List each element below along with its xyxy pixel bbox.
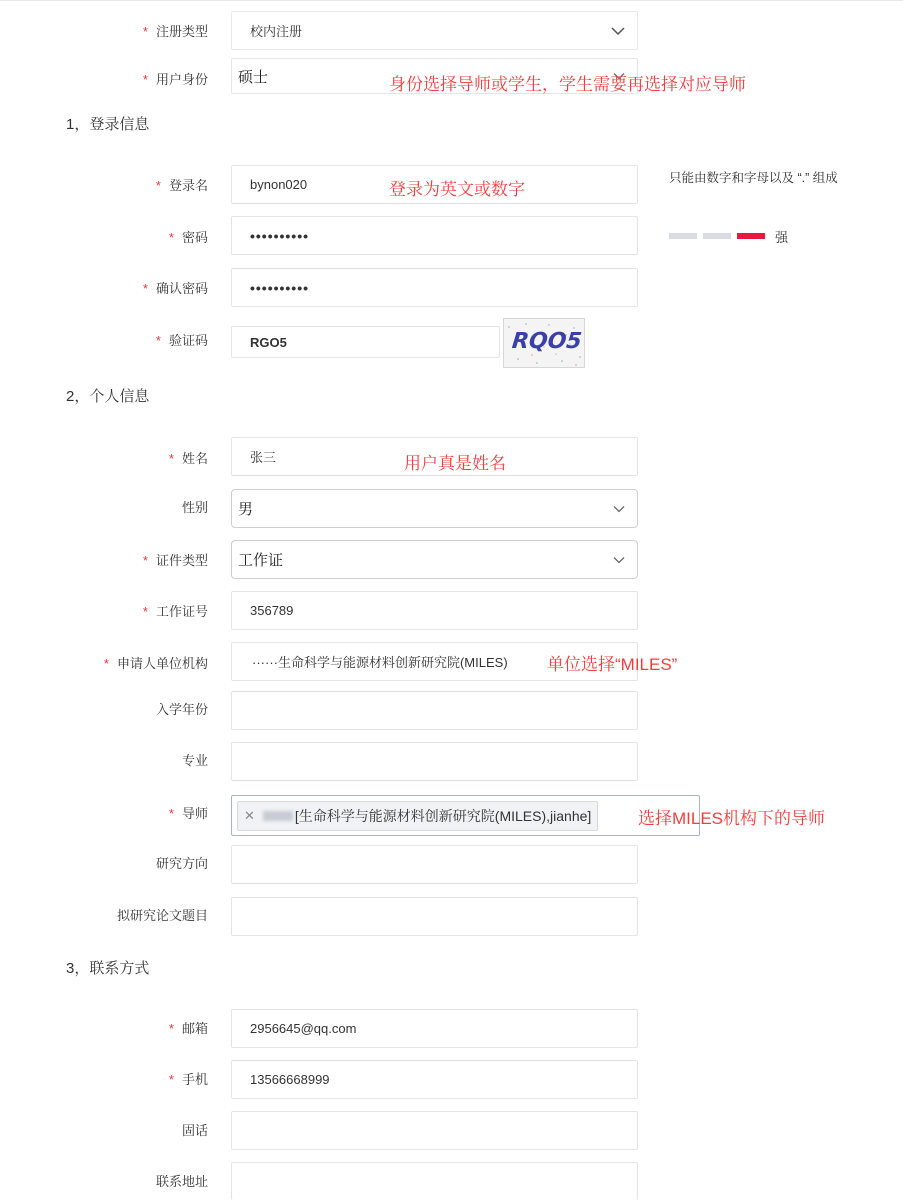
- password-strength-label: 强: [775, 229, 789, 245]
- required-mark: *: [142, 72, 148, 87]
- annotation-institution: 单位选择“MILES”: [547, 655, 678, 674]
- required-mark: *: [142, 604, 148, 619]
- enroll-year-label: 入学年份: [155, 702, 208, 717]
- captcha-input[interactable]: [231, 326, 500, 358]
- name-label: * 姓名: [168, 451, 208, 466]
- research-direction-label: 研究方向: [155, 856, 208, 871]
- section-personal-info: 2，个人信息: [66, 388, 150, 405]
- id-number-value: 356789: [250, 603, 294, 618]
- thesis-title-label: 拟研究论文题目: [116, 908, 208, 923]
- password-strength-meter: [669, 228, 788, 244]
- required-mark: *: [168, 806, 174, 821]
- top-border: [0, 0, 903, 1]
- advisor-input[interactable]: [231, 795, 700, 836]
- confirm-password-label: * 确认密码: [142, 281, 208, 296]
- id-type-label: * 证件类型: [142, 553, 208, 568]
- institution-label: * 申请人单位机构: [103, 656, 208, 671]
- redacted-name: [263, 811, 293, 821]
- mobile-label: * 手机: [168, 1072, 208, 1087]
- login-name-value: bynon020: [250, 177, 308, 192]
- user-identity-label: * 用户身份: [142, 72, 208, 87]
- required-mark: *: [168, 230, 174, 245]
- advisor-tag-text: [生命科学与能源材料创新研究院(MILES),jianhe]: [294, 808, 592, 824]
- gender-select[interactable]: [231, 489, 638, 528]
- strength-segment-3: [737, 233, 765, 239]
- advisor-tag: [237, 801, 598, 831]
- captcha-value: RGO5: [250, 334, 287, 350]
- required-mark: *: [142, 281, 148, 296]
- password-label: * 密码: [168, 230, 208, 245]
- advisor-label: * 导师: [168, 806, 208, 821]
- major-label: 专业: [181, 753, 208, 768]
- gender-label: 性别: [181, 500, 208, 515]
- id-number-input[interactable]: [231, 591, 638, 630]
- captcha-label: * 验证码: [155, 333, 208, 348]
- captcha-image-text: RQO5: [510, 329, 583, 354]
- institution-value: ······生命科学与能源材料创新研究院(MILES): [252, 655, 508, 670]
- required-mark: *: [168, 1072, 174, 1087]
- annotation-login: 登录为英文或数字: [389, 180, 525, 199]
- email-value: 2956645@qq.com: [250, 1021, 357, 1036]
- mobile-input[interactable]: [231, 1060, 638, 1099]
- section-login-info: 1，登录信息: [66, 116, 150, 133]
- chevron-down-icon: [613, 505, 625, 512]
- chevron-down-icon: [613, 556, 625, 563]
- email-label: * 邮箱: [168, 1021, 208, 1036]
- mobile-value: 13566668999: [250, 1072, 330, 1087]
- required-mark: *: [168, 451, 174, 466]
- required-mark: *: [155, 333, 161, 348]
- annotation-name: 用户真是姓名: [404, 454, 506, 473]
- register-type-value: 校内注册: [250, 24, 303, 39]
- register-type-select[interactable]: [231, 11, 638, 50]
- landline-input[interactable]: [231, 1111, 638, 1150]
- gender-value: 男: [238, 501, 254, 518]
- address-label: 联系地址: [155, 1174, 208, 1189]
- research-direction-input[interactable]: [231, 845, 638, 884]
- password-input[interactable]: [231, 216, 638, 255]
- remove-tag-icon[interactable]: ✕: [244, 808, 255, 823]
- required-mark: *: [155, 178, 161, 193]
- email-input[interactable]: [231, 1009, 638, 1048]
- required-mark: *: [103, 656, 109, 671]
- name-value: 张三: [250, 450, 277, 465]
- required-mark: *: [168, 1021, 174, 1036]
- annotation-identity: 身份选择导师或学生，学生需要再选择对应导师: [389, 75, 746, 94]
- confirm-password-value: ••••••••••: [250, 279, 310, 296]
- id-type-select[interactable]: [231, 540, 638, 579]
- address-input[interactable]: [231, 1162, 638, 1200]
- landline-label: 固话: [181, 1123, 208, 1138]
- login-name-label: * 登录名: [155, 178, 208, 193]
- register-type-label: * 注册类型: [142, 24, 208, 39]
- required-mark: *: [142, 24, 148, 39]
- strength-segment-1: [669, 233, 697, 239]
- user-identity-value: 硕士: [238, 68, 269, 86]
- chevron-down-icon: [611, 27, 625, 35]
- annotation-advisor: 选择MILES机构下的导师: [638, 809, 826, 828]
- id-type-value: 工作证: [238, 552, 284, 569]
- confirm-password-input[interactable]: [231, 268, 638, 307]
- thesis-title-input[interactable]: [231, 897, 638, 936]
- id-number-label: * 工作证号: [142, 604, 208, 619]
- password-value: ••••••••••: [250, 227, 310, 244]
- required-mark: *: [142, 553, 148, 568]
- captcha-image[interactable]: [503, 318, 585, 368]
- enroll-year-input[interactable]: [231, 691, 638, 730]
- major-input[interactable]: [231, 742, 638, 781]
- login-name-hint: 只能由数字和字母以及 “.” 组成: [669, 171, 838, 185]
- section-contact: 3，联系方式: [66, 960, 150, 977]
- strength-segment-2: [703, 233, 731, 239]
